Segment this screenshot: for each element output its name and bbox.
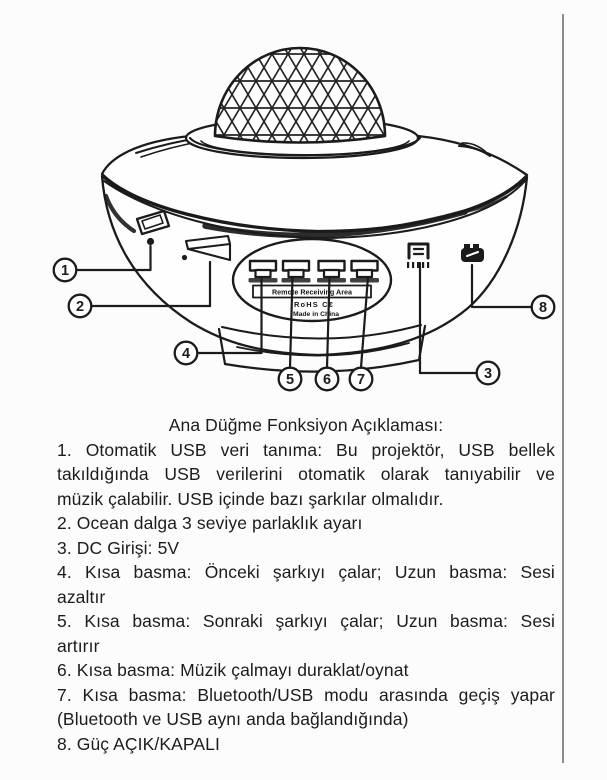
- instruction-text-block: [57, 413, 555, 756]
- instruction-line: 8. Güç AÇIK/KAPALI: [57, 733, 220, 754]
- callout-5: [279, 368, 302, 391]
- svg-text:2: 2: [75, 299, 85, 316]
- callout-4: [175, 342, 198, 365]
- svg-text:5: 5: [285, 372, 295, 389]
- scan-divider-line: [562, 14, 564, 763]
- instruction-line: 6. Kısa basma: Müzik çalmayı duraklat/oynat: [57, 660, 409, 681]
- callout-1: [54, 259, 77, 282]
- instruction-lines: [57, 438, 555, 757]
- instruction-line: 4. Kısa basma: Önceki şarkıyı çalar; Uzun basma: Sesi: [57, 562, 555, 583]
- svg-text:1: 1: [60, 263, 70, 280]
- made-in-label: Made in China: [292, 311, 340, 318]
- instruction-line: 7. Kısa basma: Bluetooth/USB modu arasında geçiş yapar: [57, 684, 555, 705]
- geodesic-dome-icon: [215, 48, 385, 143]
- instruction-line: takıldığında USB verilerini otomatik olarak tanıyabilir ve: [57, 464, 555, 485]
- svg-text:4: 4: [181, 346, 191, 363]
- callout-7: [350, 368, 373, 391]
- instruction-line: 5. Kısa basma: Sonraki şarkıyı çalar; Uzun basma: Sesi: [57, 611, 555, 632]
- svg-text:6: 6: [322, 372, 332, 389]
- instruction-line: (Bluetooth ve USB aynı anda bağlandığında): [57, 709, 409, 730]
- instruction-line: müzik çalabilir. USB içinde bazı şarkılar olmalıdır.: [57, 488, 444, 509]
- cert-label: RoHS C€: [293, 300, 335, 309]
- callout-6: [316, 368, 339, 391]
- svg-text:3: 3: [483, 366, 493, 383]
- callout-3: [477, 362, 500, 385]
- svg-text:7: 7: [356, 372, 366, 389]
- instruction-line: 3. DC Girişi: 5V: [57, 537, 180, 558]
- instruction-line: artırır: [57, 635, 100, 656]
- callout-8: [532, 296, 555, 319]
- callout-2: [69, 295, 92, 318]
- svg-text:8: 8: [538, 300, 548, 317]
- instruction-line: azaltır: [57, 586, 106, 607]
- led-dot-icon: [147, 238, 154, 245]
- remote-area-label: Remote Receiving Area: [271, 287, 353, 297]
- instruction-line: 1. Otomatik USB veri tanıma: Bu projektör, USB bellek: [57, 439, 555, 460]
- page-title: Ana Düğme Fonksiyon Açıklaması:: [168, 415, 444, 435]
- instruction-line: 2. Ocean dalga 3 seviye parlaklık ayarı: [57, 513, 363, 534]
